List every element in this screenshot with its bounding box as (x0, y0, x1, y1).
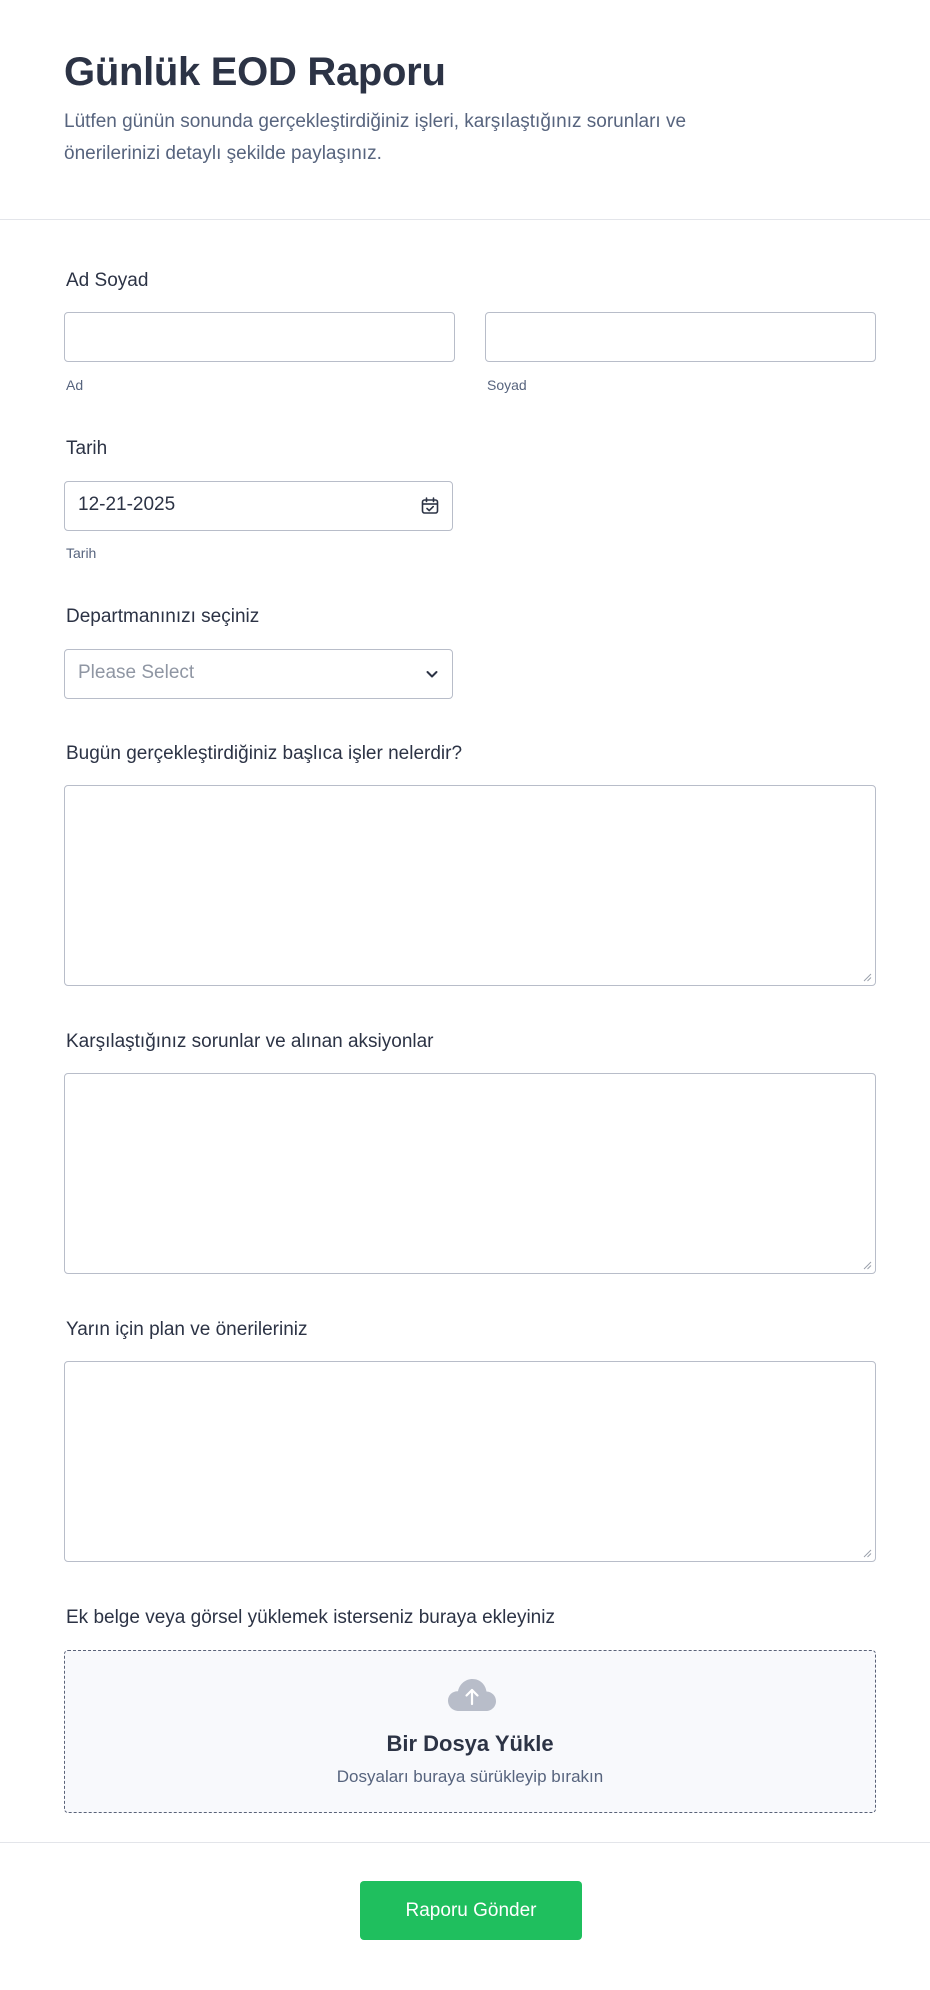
department-placeholder: Please Select (78, 662, 195, 683)
plans-textarea[interactable] (64, 1361, 876, 1562)
calendar-icon[interactable] (420, 496, 440, 516)
department-label: Departmanınızı seçiniz (66, 606, 260, 627)
name-label: Ad Soyad (66, 270, 149, 291)
chevron-down-icon (424, 666, 440, 682)
upload-subtitle: Dosyaları buraya sürükleyip bırakın (336, 1767, 604, 1786)
plans-label: Yarın için plan ve önerileriniz (66, 1319, 308, 1340)
issues-textarea[interactable] (64, 1073, 876, 1274)
cloud-upload-icon (447, 1677, 497, 1713)
last-name-input[interactable] (485, 312, 876, 362)
resize-handle-icon[interactable] (862, 972, 872, 982)
tasks-textarea[interactable] (64, 785, 876, 986)
date-label: Tarih (66, 438, 108, 459)
last-name-sublabel: Soyad (487, 377, 527, 393)
resize-handle-icon[interactable] (862, 1548, 872, 1558)
first-name-input[interactable] (64, 312, 455, 362)
tasks-label: Bugün gerçekleştirdiğiniz başlıca işler nelerdir? (66, 743, 463, 764)
date-sublabel: Tarih (66, 545, 97, 561)
page-title: Günlük EOD Raporu (64, 50, 446, 94)
date-value: 12-21-2025 (78, 494, 176, 515)
page-subtitle: Lütfen günün sonunda gerçekleştirdiğiniz işleri, karşılaştığınız sorunları ve önerilerinizi detaylı şekilde paylaşınız. (64, 111, 687, 164)
resize-handle-icon[interactable] (862, 1260, 872, 1270)
upload-title: Bir Dosya Yükle (386, 1731, 554, 1756)
issues-label: Karşılaştığınız sorunlar ve alınan aksiyonlar (66, 1031, 434, 1052)
first-name-sublabel: Ad (66, 377, 84, 393)
submit-button[interactable]: Raporu Gönder (360, 1881, 582, 1940)
date-input[interactable] (64, 481, 453, 531)
form-header (0, 0, 930, 220)
department-select[interactable] (64, 649, 453, 699)
file-upload-dropzone[interactable] (64, 1650, 876, 1813)
footer-divider (0, 1842, 930, 1843)
upload-label: Ek belge veya görsel yüklemek isterseniz buraya ekleyiniz (66, 1607, 555, 1628)
